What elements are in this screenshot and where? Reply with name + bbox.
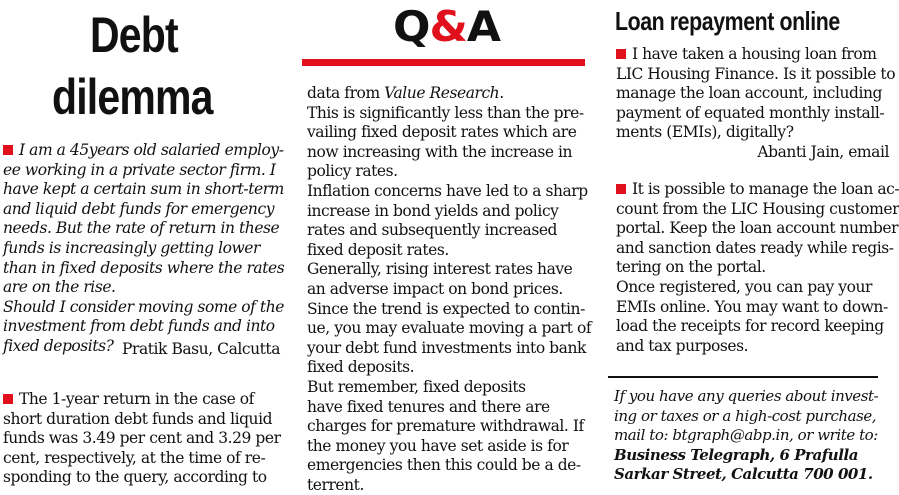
- answer-line: the money you have set aside is for: [307, 436, 569, 455]
- answer-line: short duration debt funds and liquid: [3, 409, 273, 428]
- footer-email-line: mail to: btgraph@abp.in, or write to:: [614, 426, 878, 445]
- question-line: ments (EMIs), digitally?: [616, 123, 794, 142]
- footer-address-line: Sarkar Street, Calcutta 700 001.: [614, 465, 873, 484]
- answer-line: increase in bond yields and policy: [307, 201, 559, 220]
- question-line: manage the loan account, including: [616, 84, 882, 103]
- answer-line: EMIs online. You may want to down-: [616, 297, 888, 316]
- answer-line: data from Value Research.: [307, 84, 504, 102]
- question-line: I have taken a housing loan from: [616, 45, 896, 65]
- answer-line: tering on the portal.: [616, 258, 766, 277]
- question-line: ee working in a private sector firm. I: [3, 160, 276, 179]
- question-signature: Pratik Basu, Calcutta: [122, 340, 280, 358]
- answer-line: an adverse impact on bond prices.: [307, 279, 563, 298]
- answer-line: fixed deposits.: [307, 358, 415, 377]
- red-rule-divider: [302, 59, 585, 66]
- answer-line: emergencies then this could be a de-: [307, 456, 581, 475]
- answer-line: portal. Keep the loan account number: [616, 219, 899, 238]
- question-line: and liquid debt funds for emergency: [3, 199, 275, 218]
- answer-line: count from the LIC Housing customer: [616, 199, 899, 218]
- footer-line: If you have any queries about invest-: [614, 387, 879, 405]
- ampersand: &: [429, 2, 467, 51]
- question-line: have kept a certain sum in short-term: [3, 180, 284, 199]
- answer-line: sponding to the query, according to: [3, 468, 267, 487]
- answer-line: It is possible to manage the loan ac-: [616, 180, 896, 200]
- question-line: investment from debt funds and into: [3, 317, 275, 336]
- answer-line: cent, respectively, at the time of re-: [3, 448, 266, 467]
- question-signature: Abanti Jain, email: [757, 143, 889, 161]
- answer-line: charges for premature withdrawal. If: [307, 417, 584, 436]
- question-line: payment of equated monthly install-: [616, 103, 885, 122]
- question-line: than in fixed deposits where the rates: [3, 258, 285, 277]
- answer-line: and tax purposes.: [616, 336, 749, 355]
- answer-line: terrent.: [307, 475, 364, 494]
- red-square-bullet-icon: [616, 184, 626, 194]
- footer-address-line: Business Telegraph, 6 Prafulla: [614, 445, 858, 464]
- question-line: are on the rise.: [3, 278, 116, 297]
- answer-line: This is significantly less than the pre-: [307, 103, 584, 122]
- answer-line: now increasing with the increase in: [307, 142, 573, 161]
- headline-loan-repayment: Loan repayment online: [615, 6, 840, 36]
- answer-line: your debt fund investments into bank: [307, 338, 586, 357]
- answer-line: The 1-year return in the case of: [3, 390, 288, 410]
- answer-line: ue, you may evaluate moving a part of: [307, 319, 592, 338]
- question-line: LIC Housing Finance. Is it possible to: [616, 64, 896, 83]
- headline-dilemma: dilemma: [52, 69, 213, 125]
- answer-line: Once registered, you can pay your: [616, 277, 872, 296]
- answer-line: funds was 3.49 per cent and 3.29 per: [3, 429, 281, 448]
- answer-line: Since the trend is expected to contin-: [307, 299, 585, 318]
- question-line: I am a 45years old salaried employ-: [3, 141, 288, 161]
- headline-debt: Debt: [90, 7, 178, 63]
- answer-line: But remember, fixed deposits: [307, 377, 526, 396]
- answer-line: Generally, rising interest rates have: [307, 260, 573, 279]
- answer-line: have fixed tenures and there are: [307, 397, 550, 416]
- answer-debt-dilemma: [3, 390, 288, 488]
- red-square-bullet-icon: [3, 145, 13, 155]
- section-title-qa: Q&A: [393, 2, 500, 51]
- answer-line: Inflation concerns have led to a sharp: [307, 181, 588, 200]
- question-line: Should I consider moving some of the: [3, 297, 284, 316]
- question-debt-dilemma: [3, 141, 288, 357]
- source-name: Value Research: [384, 84, 500, 102]
- answer-line: fixed deposit rates.: [307, 240, 449, 259]
- answer-line: vailing fixed deposit rates which are: [307, 123, 577, 142]
- question-line: fixed deposits?: [3, 336, 114, 355]
- answer-line: and sanction dates ready while regis-: [616, 238, 894, 257]
- question-line: funds is increasingly getting lower: [3, 238, 260, 257]
- question-loan-repayment: [616, 45, 896, 143]
- answer-debt-dilemma-continued: [307, 84, 592, 495]
- footer-line: ing or taxes or a high-cost purchase,: [614, 406, 877, 425]
- queries-footer: [614, 387, 899, 485]
- answer-line: rates and subsequently increased: [307, 221, 558, 240]
- red-square-bullet-icon: [616, 49, 626, 59]
- black-rule-divider: [608, 376, 878, 378]
- answer-line: policy rates.: [307, 162, 398, 181]
- question-line: needs. But the rate of return in these: [3, 219, 280, 238]
- answer-line: load the receipts for record keeping: [616, 317, 884, 336]
- red-square-bullet-icon: [3, 394, 13, 404]
- answer-loan-repayment: [616, 180, 899, 356]
